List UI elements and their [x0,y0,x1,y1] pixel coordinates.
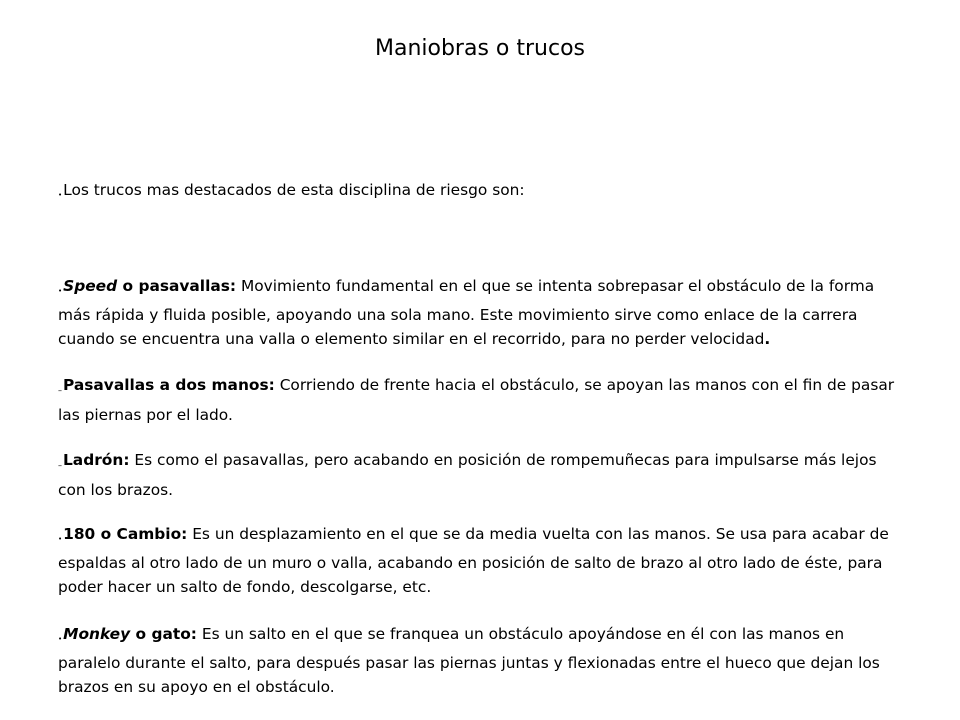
trick-term: Ladrón: [63,451,130,469]
trick-description: Es como el pasavallas, pero acabando en posición de rompemuñecas para impulsarse más lejos con los brazos. [58,451,877,499]
trick-term: Speed [63,277,118,295]
trick-term: Monkey [63,625,131,643]
trick-description: Corriendo de frente hacia el obstáculo, se apoyan las manos con el fin de pasar las piernas por el lado. [58,376,895,424]
trick-end-mark: . [764,330,771,348]
trick-description: Es un desplazamiento en el que se da media vuelta con las manos. Se usa para acabar de espaldas al otro lado de un muro o valla, acabando en posición de salto de brazo al otro lado de éste, para poder hacer un salto de fondo, descolgarse, etc. [58,525,889,596]
dash-bullet-icon: – [58,386,62,395]
trick-term-alt: pasavallas: [138,277,237,295]
trick-ladron-paragraph [58,448,908,502]
bullet-icon: • [58,287,63,295]
trick-description: Movimiento fundamental en el que se intenta sobrepasar el obstáculo de la forma más rápida y fluida posible, apoyando una sola mano. Este movimiento sirve como enlace de la carrera cuando se encuentra una valla o elemento similar en el recorrido, para no perder velocidad [58,277,875,348]
intro-paragraph [58,178,908,207]
trick-180-paragraph [58,522,908,599]
trick-term: Pasavallas a dos manos: [63,376,275,394]
bullet-icon: • [58,535,63,543]
trick-term-alt: gato: [151,625,197,643]
trick-connector: o [117,277,139,295]
trick-monkey-paragraph [58,622,908,699]
trick-description: Es un salto en el que se franquea un obstáculo apoyándose en él con las manos en paralelo durante el salto, para después pasar las piernas juntas y flexionadas entre el hueco que dejan los brazos en su apoyo en el obstáculo. [58,625,880,696]
trick-speed-paragraph [58,274,908,351]
intro-text: Los trucos mas destacados de esta disciplina de riesgo son: [63,181,525,199]
trick-term: 180 o Cambio: [63,525,188,543]
slide-title: Maniobras o trucos [374,36,585,61]
trick-connector: o [130,625,152,643]
trick-two-hands-paragraph [58,373,908,427]
dash-bullet-icon: – [58,461,62,470]
bullet-icon: • [58,191,63,199]
bullet-icon: • [58,635,63,643]
